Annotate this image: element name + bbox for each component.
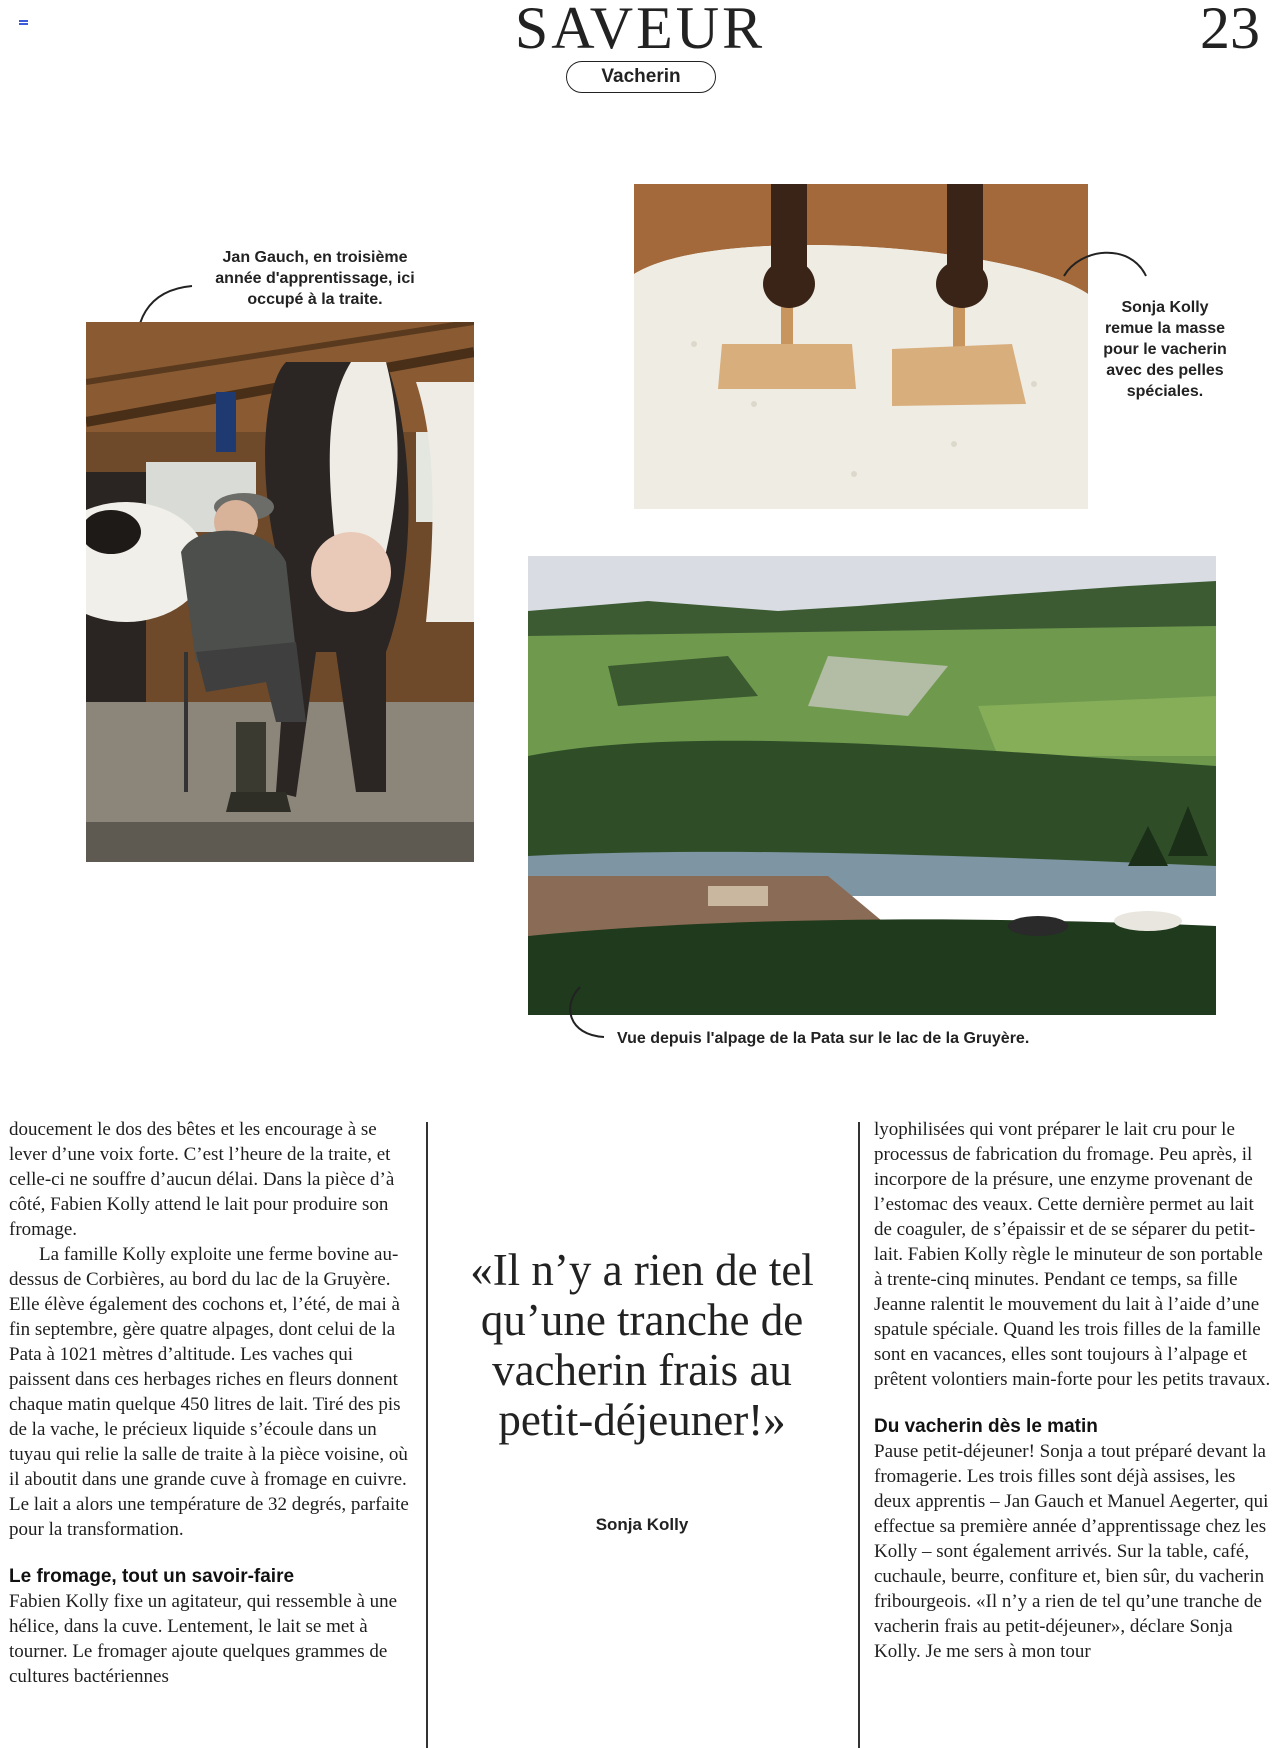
- column-divider: [858, 1122, 860, 1748]
- page-number: 23: [1200, 0, 1260, 61]
- milking-photo: [86, 322, 474, 862]
- section-tag[interactable]: Vacherin: [566, 61, 716, 93]
- caption-pointer-curd: [1060, 244, 1150, 284]
- pull-quote-author: Sonja Kolly: [595, 1515, 689, 1534]
- paragraph: doucement le dos des bêtes et les encourage à se lever d’une voix forte. C’est l’heure de la traite, et celle-ci ne souffre d’aucun délai. Dans la pièce d’à côté, Fabien Kolly attend le lait pour produire son fromage.: [9, 1119, 395, 1240]
- article-column-3: [874, 1117, 1274, 1664]
- paragraph: Fabien Kolly fixe un agitateur, qui ressemble à une hélice, dans la cuve. Lentement, le lait se met à tourner. Le fromager ajoute quelques grammes de cultures bactériennes: [9, 1591, 398, 1687]
- column-divider: [426, 1122, 428, 1748]
- curd-photo: [634, 184, 1088, 509]
- paragraph: lyophilisées qui vont préparer le lait cru pour le processus de fabrication du fromage. Peu après, il incorpore de la présure, une enzyme provenant de l’estomac des veaux. Cette dernière permet au lait de coaguler, de s’épaissir et de se séparer du petit-lait. Fabien Kolly règle le minuteur de son portable à trente-cinq minutes. Pendant ce temps, sa fille Jeanne ralentit le mouvement du lait à l’aide d’une spatule spéciale. Quand les trois filles de la famille sont en vacances, elles sont toujours à l’alpage et prêtent volontiers main-forte pour les petits travaux.: [874, 1119, 1271, 1390]
- section-title: SAVEUR: [514, 0, 766, 61]
- caption-pointer-landscape: [560, 985, 610, 1045]
- subheading: Du vacherin dès le matin: [874, 1416, 1098, 1437]
- caption-curd: Sonja Kolly remue la masse pour le vacherin avec des pelles spéciales.: [1103, 299, 1227, 400]
- paragraph: La famille Kolly exploite une ferme bovine au-dessus de Corbières, au bord du lac de la Gruyère. Elle élève également des cochons et, l’été, de mai à fin septembre, gère quatre alpages, dont celui de la Pata à 1021 mètres d’altitude. Les vaches qui paissent dans ces herbages riches en fleurs donnent chaque matin quelque 450 litres de lait. Tiré des pis de la vache, le précieux liquide s’écoule dans un tuyau qui relie la salle de traite à la pièce voisine, où il aboutit dans une grande cuve à fromage en cuivre. Le lait a alors une température de 32 degrés, parfaite pour la transformation.: [9, 1244, 409, 1540]
- landscape-photo: [528, 556, 1216, 1015]
- caption-landscape: Vue depuis l'alpage de la Pata sur le lac de la Gruyère.: [617, 1030, 1030, 1047]
- pull-quote: «Il n’y a rien de tel qu’une tranche de vacherin frais au petit-déjeuner!»: [470, 1245, 814, 1445]
- paragraph: Pause petit-déjeuner! Sonja a tout préparé devant la fromagerie. Les trois filles sont déjà assises, les deux apprentis – Jan Gauch et Manuel Aegerter, qui effectue sa première année d’apprentissage chez les Kolly – sont également arrivés. Sur la table, café, cuchaule, beurre, confiture et, bien sûr, du vacherin fribourgeois. «Il n’y a rien de tel qu’une tranche de vacherin frais au petit-déjeuner», déclare Sonja Kolly. Je me sers à mon tour: [874, 1441, 1269, 1662]
- subheading: Le fromage, tout un savoir-faire: [9, 1566, 295, 1587]
- caption-milking: Jan Gauch, en troisième année d'apprentissage, ici occupé à la traite.: [215, 249, 415, 308]
- article-column-1: [9, 1117, 409, 1689]
